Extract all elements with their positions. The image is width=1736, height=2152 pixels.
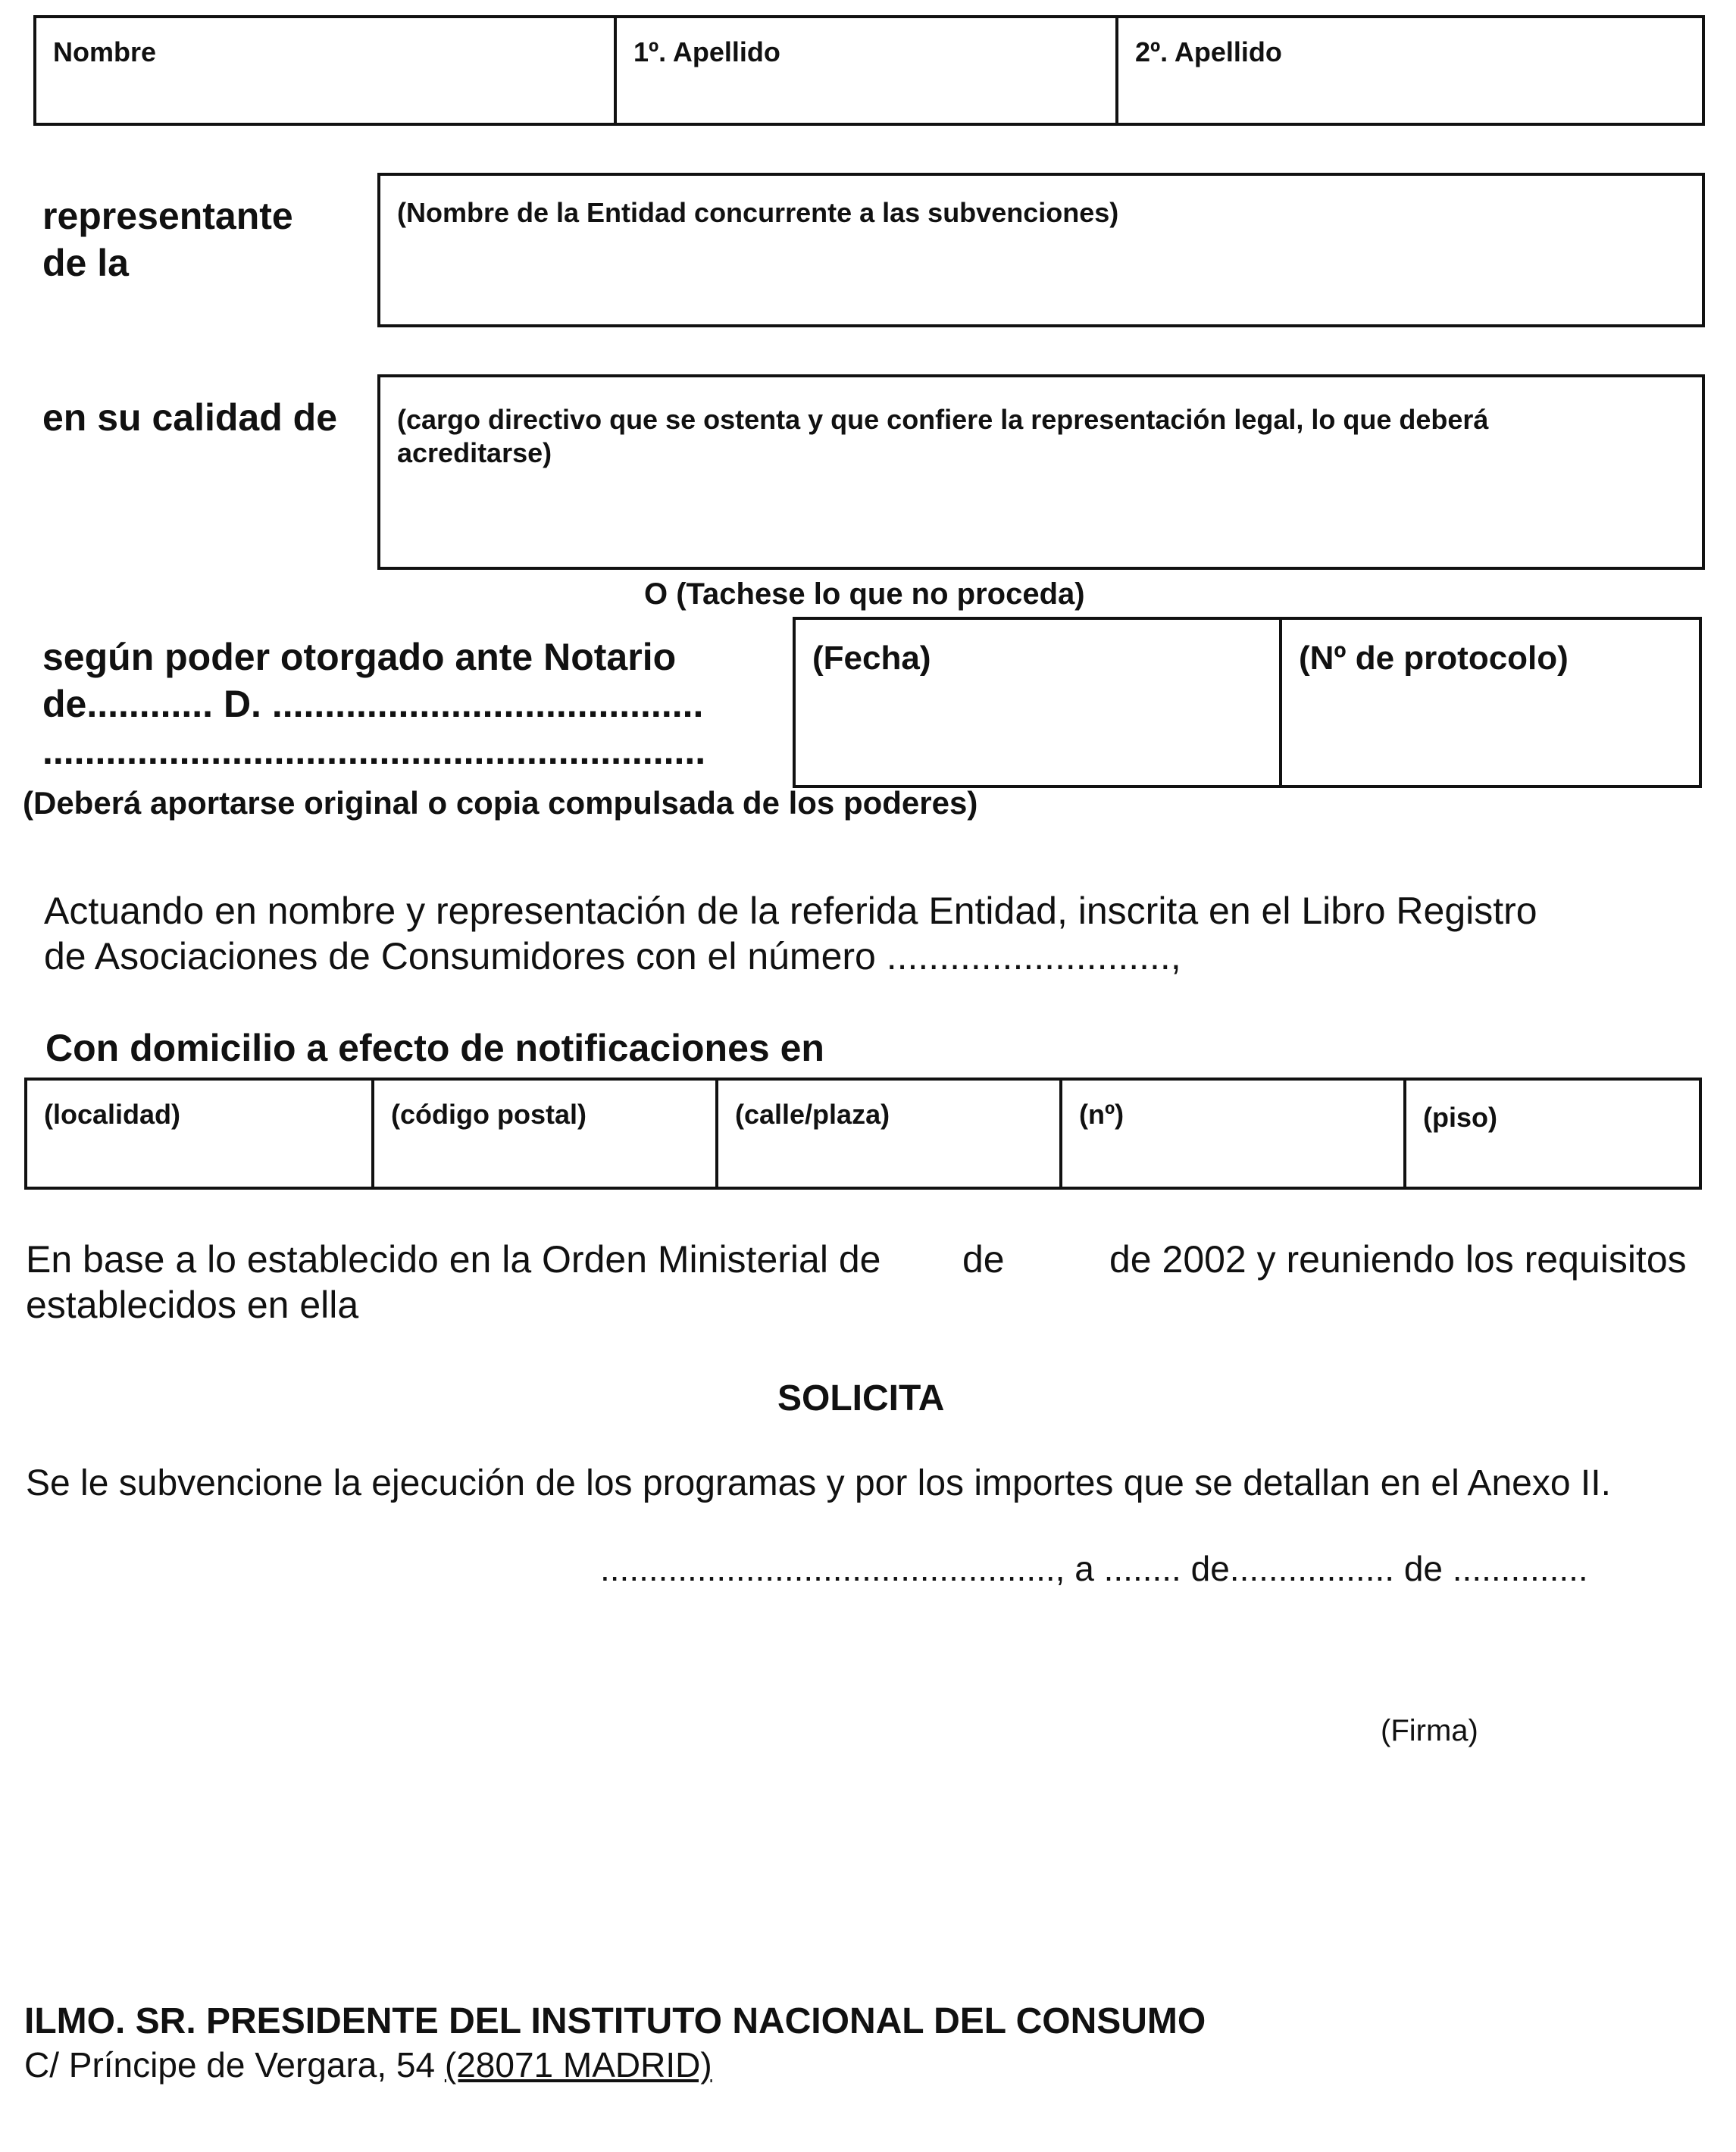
entidad-box[interactable] (377, 173, 1705, 327)
protocolo-label: (Nº de protocolo) (1299, 640, 1569, 677)
base-line1-b: de (962, 1238, 1005, 1281)
firma-label: (Firma) (1381, 1714, 1478, 1747)
footer-addressee: ILMO. SR. PRESIDENTE DEL INSTITUTO NACIONAL DEL CONSUMO (24, 2001, 1206, 2041)
piso-cell[interactable] (1403, 1081, 1699, 1187)
nombre-label: Nombre (53, 36, 157, 67)
footer-street: C/ Príncipe de Vergara, 54 (24, 2045, 445, 2085)
nombre-cell[interactable] (36, 18, 614, 123)
base-line1-a: En base a lo establecido en la Orden Ministerial de (26, 1238, 881, 1281)
calle-label: (calle/plaza) (735, 1099, 890, 1130)
localidad-label: (localidad) (44, 1099, 181, 1130)
domicilio-table (24, 1078, 1702, 1190)
name-row-table (33, 15, 1705, 126)
base-line2: establecidos en ella (26, 1284, 359, 1326)
codigo-postal-label: (código postal) (391, 1099, 586, 1130)
poderes-note: (Deberá aportarse original o copia compulsada de los poderes) (23, 785, 978, 821)
fecha-label: (Fecha) (812, 640, 931, 677)
subvencione-paragraph: Se le subvencione la ejecución de los programas y por los importes que se detallan en el Anexo II. (26, 1463, 1611, 1503)
apellido2-label: 2º. Apellido (1135, 36, 1282, 67)
representante-label: representante de la (42, 195, 293, 284)
domicilio-title: Con domicilio a efecto de notificaciones en (45, 1027, 824, 1069)
apellido2-cell[interactable] (1115, 18, 1702, 123)
apellido1-cell[interactable] (614, 18, 1115, 123)
poder-table (793, 617, 1702, 788)
cargo-hint: (cargo directivo que se ostenta y que confiere la representación legal, lo que deberá acreditarse) (397, 404, 1489, 468)
poder-text: según poder otorgado ante Notario de............ D. ......................................... ............................................................... (42, 636, 706, 772)
numero-label: (nº) (1079, 1099, 1124, 1130)
footer-postal: (28071 MADRID) (444, 2045, 712, 2085)
base-line1-c: de 2002 y reuniendo los requisitos (1109, 1238, 1687, 1281)
piso-label: (piso) (1423, 1102, 1497, 1133)
codigo-postal-cell[interactable] (371, 1081, 715, 1187)
lugar-fecha-line: ..............................................., a ........ de................. de .............. (600, 1549, 1588, 1588)
base-paragraph (26, 1237, 1723, 1335)
entidad-hint: (Nombre de la Entidad concurrente a las subvenciones) (397, 197, 1119, 228)
calle-cell[interactable] (715, 1081, 1059, 1187)
tachese-note: O (Tachese lo que no proceda) (644, 577, 1085, 611)
fecha-cell[interactable] (796, 620, 1279, 785)
solicita-heading: SOLICITA (777, 1378, 945, 1419)
apellido1-label: 1º. Apellido (633, 36, 780, 67)
footer-address (24, 2044, 712, 2085)
cargo-box[interactable] (377, 374, 1705, 570)
localidad-cell[interactable] (27, 1081, 371, 1187)
protocolo-cell[interactable] (1279, 620, 1699, 785)
numero-cell[interactable] (1059, 1081, 1403, 1187)
actuando-paragraph: Actuando en nombre y representación de la referida Entidad, inscrita en el Libro Registro de Asociaciones de Consumidores con el número ..........................., (44, 890, 1537, 977)
calidad-label: en su calidad de (42, 396, 338, 439)
